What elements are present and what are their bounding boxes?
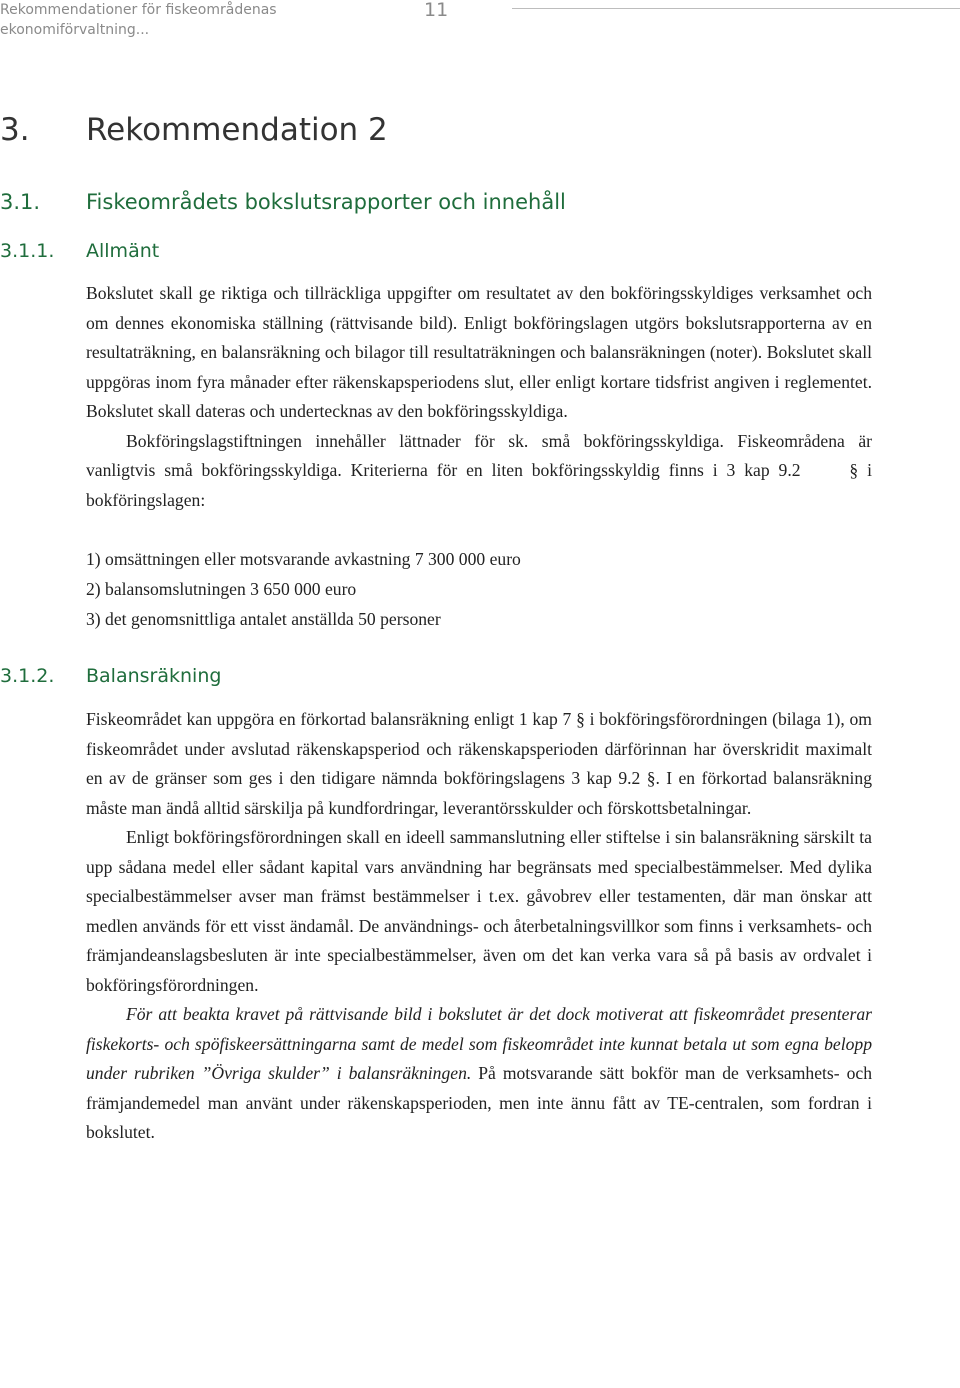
section-sign: § xyxy=(849,460,859,480)
section-sign: § xyxy=(576,709,585,729)
subsection-title: Allmänt xyxy=(86,240,160,262)
balans-paragraph-2: Enligt bokföringsförordningen skall en ideell sammanslutning eller stiftelse i sin balansräkning särskilt ta upp sådana medel eller sådant kapital vars användning har begränsats med specialbestämmelser. Med dylika specialbestämmelser avser man främst bestämmelser i t.ex. gåvobrev eller testamenten, där man önskar att medlen används för ett visst ändamål. De användnings- och återbetalningsvillkor som finns i verksamhets- och främjandeanslagsbesluten är inte specialbestämmelser, även om det kan verka vara så på basis av ordvalet i bokföringsförordningen. xyxy=(86,827,872,995)
page-number: 11 xyxy=(424,0,449,21)
subsection-number: 3.1.1. xyxy=(0,240,55,262)
balans-paragraph-1 xyxy=(86,705,872,823)
allmant-paragraph-1: Bokslutet skall ge riktiga och tillräckliga uppgifter om resultatet av den bokföringsskyldiges verksamhet och om dennes ekonomiska ställning (rättvisande bild). Enligt bokföringslagen utgörs bokslutsrapporterna av en resultaträkning, en balansräkning och bilagor till resultaträkningen och balansräkningen (noter). Bokslutet skall uppgöras inom fyra månader efter räkenskapsperiodens slut, eller enligt kortare tidsfrist angiven i reglementet. Bokslutet skall dateras och undertecknas av den bokföringsskyldiga. xyxy=(86,283,872,421)
running-header-title: Rekommendationer för fiskeområdenas ekonomiförvaltning... xyxy=(0,2,277,38)
balans-paragraph-3 xyxy=(86,1000,872,1148)
subsection-title: Balansräkning xyxy=(86,665,222,687)
header-rule xyxy=(512,8,960,9)
balans-paragraph-3-normal: På motsvarande sätt bokför man de verksamhets- och främjandemedel man använt under räkenskapsperioden, men inte ännu fått av TE-centralen, som fordran i bokslutet. xyxy=(86,1063,872,1142)
balans-paragraph-1-text-a: Fiskeområdet kan uppgöra en förkortad balansräkning enligt 1 kap 7 xyxy=(86,709,572,729)
subsection-number: 3.1.2. xyxy=(0,665,55,687)
criteria-list xyxy=(86,544,521,634)
allmant-paragraph-2-text-a: Bokföringslagstiftningen innehåller lättnader för sk. små bokföringsskyldiga. Fiskeområdena är vanligtvis små bokföringsskyldiga. Kriterierna för en liten bokföringsskyldig finns i 3 kap 9.2 xyxy=(86,430,872,480)
balansrakning-body xyxy=(86,705,872,1148)
chapter-title: Rekommendation 2 xyxy=(86,112,388,148)
list-item: 3) det genomsnittliga antalet anställda 50 personer xyxy=(86,609,441,629)
allmant-paragraph-2-text-b: i bokföringslagen: xyxy=(86,460,872,510)
section-number: 3.1. xyxy=(0,190,41,214)
list-item: 2) balansomslutningen 3 650 000 euro xyxy=(86,579,357,599)
allmant-paragraph-2 xyxy=(86,427,872,516)
allmant-body xyxy=(86,279,872,515)
list-item: 1) omsättningen eller motsvarande avkastning 7 300 000 euro xyxy=(86,549,521,569)
balans-paragraph-1-text-c: . I en förkortad balansräkning måste man ändå alltid särskilja på kundfordringar, leverantörsskulder och förskottsbetalningar. xyxy=(86,768,872,818)
chapter-number: 3. xyxy=(0,112,30,148)
section-sign: § xyxy=(646,768,656,788)
balans-paragraph-3-italic: För att beakta kravet på rättvisande bild i bokslutet är det dock motiverat att fiskeområdet presenterar fiskekorts- och spöfiskeersättningarna samt de medel som fiskeområdet inte kunnat betala ut som egna belopp under rubriken ”Övriga skulder” i balansräkningen. xyxy=(86,1004,872,1083)
section-title: Fiskeområdets bokslutsrapporter och innehåll xyxy=(86,190,566,214)
balans-paragraph-1-text-b: i bokföringsförordningen (bilaga 1), om fiskeområdet under avslutad räkenskapsperiod och räkenskapsperioden därförinnan har överskridit maximalt en av de gränser som ges i den tidigare nämnda bokföringslagens 3 kap 9.2 xyxy=(86,709,872,788)
